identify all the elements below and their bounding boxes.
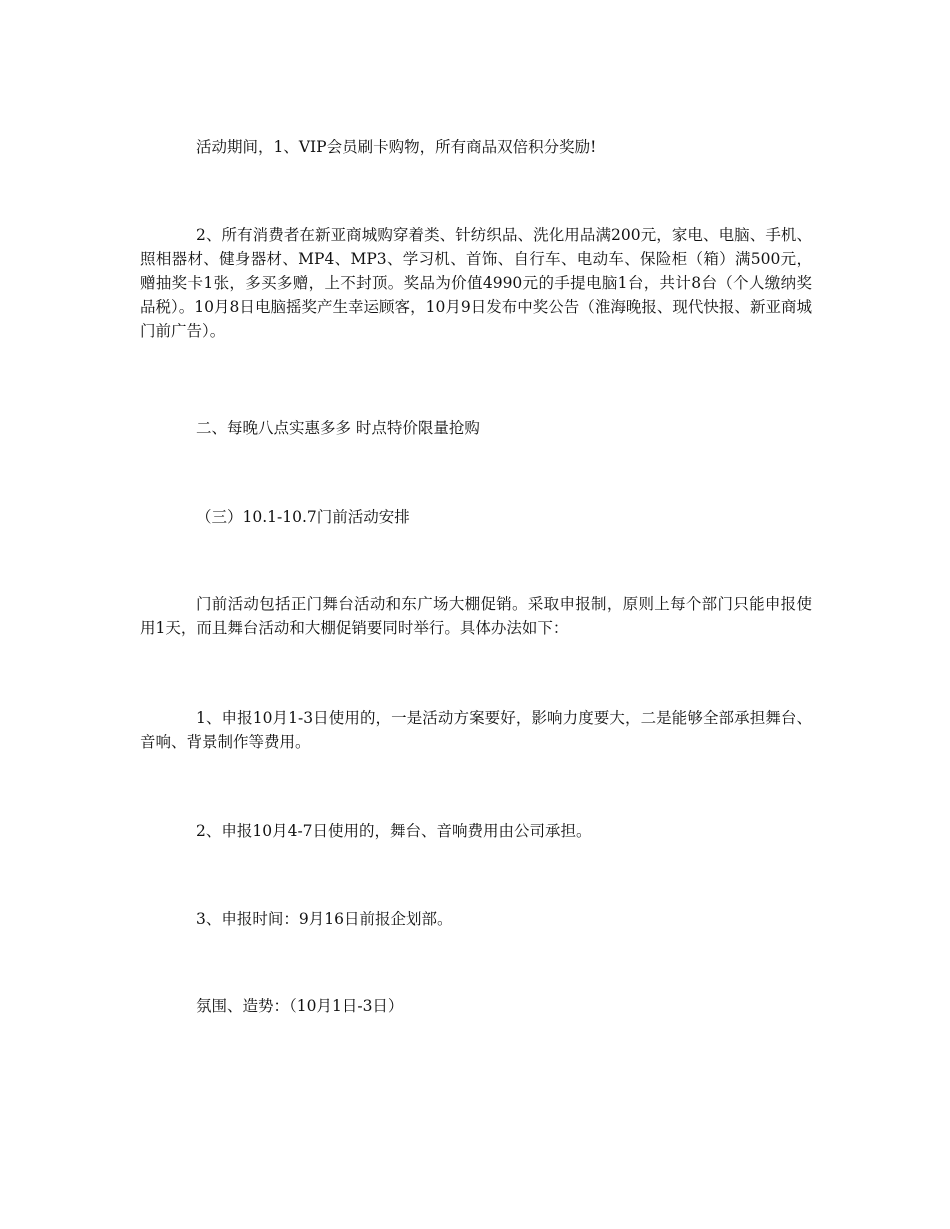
- paragraph-front-activities-intro: 门前活动包括正门舞台活动和东广场大棚促销。采取申报制，原则上每个部门只能申报使用1天，而且舞台活动和大棚促销要同时举行。具体办法如下：: [140, 595, 812, 637]
- paragraph-lottery-rules: 2、所有消费者在新亚商城购穿着类、针纺织品、洗化用品满200元，家电、电脑、手机、照相器材、健身器材、MP4、MP3、学习机、首饰、自行车、电动车、保险柜（箱）满500元，赠抽奖卡1张，多买多赠，上不封顶。奖品为价值4990元的手提电脑1台，共计8台（个人缴纳奖品税）。10月8日电脑摇奖产生幸运顾客，10月9日发布中奖公告（淮海晚报、现代快报、新亚商城门前广告）。: [140, 226, 812, 340]
- section-heading-front-activities: （三）10.1-10.7门前活动安排: [196, 508, 410, 526]
- list-item-apply-oct-1-3: 1、申报10月1-3日使用的，一是活动方案要好，影响力度要大，二是能够全部承担舞台、音响、背景制作等费用。: [140, 709, 812, 751]
- section-heading-atmosphere: 氛围、造势：（10月1日-3日）: [196, 997, 404, 1015]
- list-item-apply-deadline: 3、申报时间：9月16日前报企划部。: [196, 910, 453, 928]
- paragraph-vip-double-points: 活动期间，1、VIP会员刷卡购物，所有商品双倍积分奖励!: [196, 138, 597, 156]
- list-item-apply-oct-4-7: 2、申报10月4-7日使用的，舞台、音响费用由公司承担。: [196, 822, 592, 840]
- section-heading-evening-sale: 二、每晚八点实惠多多 时点特价限量抢购: [196, 419, 480, 437]
